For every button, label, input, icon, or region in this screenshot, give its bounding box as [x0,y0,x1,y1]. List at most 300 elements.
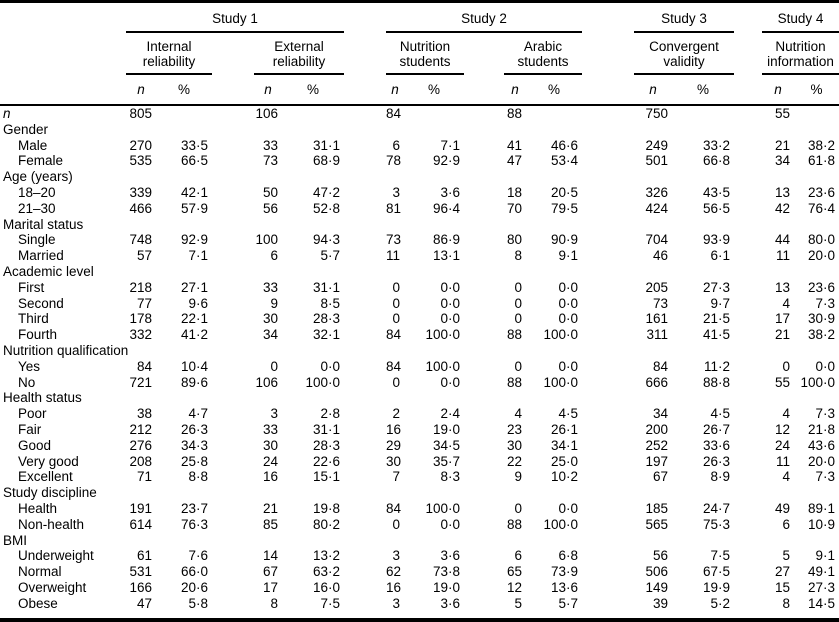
pct-cell [282,105,344,122]
spacer [582,548,634,564]
n-cell: 249 [645,137,668,153]
spacer [734,248,762,264]
spacer [464,153,504,169]
section-row [0,217,839,233]
n-cell: 0 [392,311,400,327]
n-cell: 12 [774,421,790,437]
n-cell: 27 [774,564,790,580]
pct-cell: 23·6 [807,279,835,295]
spacer [582,580,634,596]
spacer [464,105,504,122]
empty-cells [126,122,839,138]
pct-cell: 42·1 [180,184,208,200]
row-label: Third [18,311,49,327]
spacer [212,359,254,375]
spacer [464,596,504,612]
spacer [464,359,504,375]
spacer [582,74,634,105]
spacer [464,32,504,74]
n-cell: 326 [645,184,668,200]
spacer [734,153,762,169]
pct-cell: 0·0 [440,279,460,295]
n-cell: 88 [506,327,522,343]
pct-cell: 100·0 [543,516,578,532]
spacer [344,454,386,470]
spacer [344,580,386,596]
n-cell: 748 [129,232,152,248]
spacer [582,138,634,154]
n-cell: 531 [129,564,152,580]
spacer [582,359,634,375]
table-row [0,248,839,264]
n-cell: 6 [514,548,522,564]
spacer [464,548,504,564]
n-cell: 21 [262,500,278,516]
n-cell: 46 [652,248,668,264]
spacer [582,596,634,612]
table-row [0,406,839,422]
n-cell: 55 [774,374,790,390]
n-cell: 34 [262,327,278,343]
spacer [344,311,386,327]
n-cell: 24 [262,453,278,469]
empty-cells [126,343,839,359]
pct-cell: 4·5 [558,406,578,422]
n-cell: 0 [514,500,522,516]
pct-cell: 89·6 [180,374,208,390]
pct-cell: 35·7 [432,453,460,469]
pct-cell: 7·5 [320,595,340,611]
table-row [0,469,839,485]
pct-cell: 27·1 [180,279,208,295]
n-cell: 70 [506,200,522,216]
spacer [734,359,762,375]
section-label: Marital status [3,216,84,232]
n-cell: 17 [774,311,790,327]
spacer [734,327,762,343]
spacer [212,422,254,438]
n-cell: 4 [782,469,790,485]
table-row [0,501,839,517]
n-cell: 23 [506,421,522,437]
pct-cell: 7·3 [815,295,835,311]
spacer [582,564,634,580]
section-label: Health status [3,390,82,406]
spacer [212,105,254,122]
pct-cell: 11·2 [703,358,730,374]
spacer [582,153,634,169]
demographics-table [0,3,839,612]
n-cell: 4 [782,406,790,422]
n-cell: 6 [782,516,790,532]
n-cell: 61 [136,548,152,564]
pct-cell: 76·3 [180,516,208,532]
subgroup-convergent-validity: Convergent validity [634,32,734,74]
table-row [0,296,839,312]
n-cell: 21 [774,137,790,153]
n-cell: 565 [645,516,668,532]
study-1-header: Study 1 [126,3,344,32]
n-cell: 11 [775,248,790,264]
pct-cell: 27·3 [702,279,730,295]
spacer [464,248,504,264]
n-cell: 0 [782,358,790,374]
section-label: BMI [3,532,28,548]
pct-cell: 100·0 [425,327,460,343]
spacer [212,311,254,327]
pct-cell: 20·0 [807,248,835,264]
pct-cell: 31·1 [312,137,340,153]
pct-cell: 5·7 [558,595,578,611]
spacer [734,454,762,470]
pct-cell: 52·8 [312,200,340,216]
spacer [464,74,504,105]
n-cell: 205 [645,279,668,295]
corner-cell [0,32,126,74]
spacer [344,201,386,217]
row-label: Health [18,500,58,516]
n-cell: 666 [645,374,668,390]
pct-cell: 0·0 [440,311,460,327]
pct-cell: 30·9 [807,311,835,327]
pct-cell: 13·6 [550,579,578,595]
spacer [212,469,254,485]
spacer [464,469,504,485]
spacer [212,375,254,391]
pct-cell: 100·0 [425,500,460,516]
pct-cell: 9·7 [710,295,730,311]
n-cell: 7 [392,469,400,485]
pct-column-header: % [282,74,344,105]
n-cell: 16 [386,421,402,437]
spacer [464,375,504,391]
spacer [582,469,634,485]
n-cell: 77 [136,295,152,311]
spacer [582,296,634,312]
n-cell: 185 [645,500,668,516]
row-label: Normal [18,564,62,580]
row-label: First [18,279,45,295]
n-cell: 56 [652,548,668,564]
n-cell: 67 [262,564,278,580]
pct-cell: 3·6 [440,184,460,200]
n-column-header: n [762,74,794,105]
study-2-header: Study 2 [386,3,582,32]
spacer [464,296,504,312]
n-cell: 3 [392,548,400,564]
spacer [212,185,254,201]
spacer [734,138,762,154]
pct-cell: 7·3 [815,406,835,422]
section-row [0,169,839,185]
pct-cell: 73·9 [550,564,578,580]
pct-cell: 100·0 [800,374,835,390]
pct-cell: 19·0 [432,421,460,437]
spacer [344,185,386,201]
table-row [0,327,839,343]
spacer [212,564,254,580]
pct-cell: 8·9 [710,469,730,485]
n-cell: 9 [514,469,522,485]
pct-cell: 68·9 [312,153,340,169]
n-cell: 6 [270,248,278,264]
n-cell: 21 [774,327,790,343]
pct-cell: 9·1 [815,548,835,564]
row-label: Second [18,295,64,311]
n-cell: 0 [514,311,522,327]
n-cell: 38 [136,406,152,422]
n-cell: 100 [255,232,278,248]
pct-cell: 90·9 [550,232,578,248]
n-cell: 339 [129,184,152,200]
spacer [582,501,634,517]
spacer [344,232,386,248]
pct-cell: 28·3 [312,311,340,327]
pct-cell: 43·5 [702,184,730,200]
n-cell: 41 [506,137,522,153]
pct-cell: 49·1 [807,564,835,580]
n-cell: 332 [129,327,152,343]
table-body [0,105,839,612]
section-row [0,390,839,406]
n-cell: 535 [129,153,152,169]
n-cell: 3 [270,406,278,422]
row-label: No [18,374,36,390]
spacer [582,248,634,264]
spacer [344,3,386,32]
spacer [464,517,504,533]
n-cell: 270 [129,137,152,153]
section-row [0,343,839,359]
pct-cell: 3·6 [440,595,460,611]
n-cell: 212 [129,421,152,437]
n-cell: 39 [652,595,668,611]
pct-cell: 21·5 [702,311,730,327]
n-cell: 13 [774,184,790,200]
pct-cell: 4·5 [710,406,730,422]
pct-cell: 79·5 [550,200,578,216]
pct-cell: 66·5 [180,153,208,169]
n-cell: 49 [774,500,790,516]
pct-cell: 3·6 [440,548,460,564]
spacer [734,406,762,422]
n-cell: 30 [506,437,522,453]
pct-cell: 13·2 [312,548,340,564]
spacer [734,201,762,217]
spacer [344,438,386,454]
n-cell: 30 [262,437,278,453]
spacer [464,232,504,248]
empty-cells [126,217,839,233]
n-cell: 33 [262,421,278,437]
pct-cell: 34·1 [550,437,578,453]
spacer [344,280,386,296]
corner-cell [0,3,126,32]
n-cell: 16 [262,469,278,485]
n-cell: 14 [262,548,278,564]
pct-cell: 2·4 [440,406,460,422]
n-cell: 805 [129,106,152,121]
spacer [464,564,504,580]
spacer [734,438,762,454]
spacer [464,138,504,154]
pct-cell: 38·2 [807,137,835,153]
spacer [464,501,504,517]
n-cell: 106 [255,106,278,121]
n-cell: 11 [775,453,790,469]
spacer [734,32,762,74]
pct-cell: 33·2 [702,137,730,153]
spacer [212,406,254,422]
n-cell: 84 [386,106,402,121]
n-cell: 71 [136,469,152,485]
n-cell: 42 [774,200,790,216]
pct-cell [672,105,734,122]
pct-cell: 31·1 [312,279,340,295]
n-cell: 721 [129,374,152,390]
pct-cell: 92·9 [180,232,208,248]
pct-cell: 32·1 [312,327,340,343]
empty-cells [126,264,839,280]
spacer [734,232,762,248]
pct-cell: 14·5 [807,595,835,611]
pct-cell: 33·6 [702,437,730,453]
pct-cell: 61·8 [807,153,835,169]
spacer [212,232,254,248]
n-cell: 30 [386,453,402,469]
n-cell: 30 [262,311,278,327]
table-row [0,548,839,564]
pct-cell: 25·8 [180,453,208,469]
pct-cell: 9·6 [188,295,208,311]
corner-cell [0,74,126,105]
pct-cell: 33·5 [180,137,208,153]
table-row [0,517,839,533]
pct-cell: 13·1 [432,248,460,264]
pct-cell: 94·3 [312,232,340,248]
spacer [734,296,762,312]
n-cell: 0 [392,279,400,295]
pct-column-header: % [794,74,839,105]
empty-cells [126,485,839,501]
pct-cell: 76·4 [807,200,835,216]
pct-cell: 21·8 [807,421,835,437]
pct-cell: 9·1 [558,248,578,264]
n-cell: 424 [645,200,668,216]
pct-cell: 88·8 [702,374,730,390]
row-label: Good [18,437,52,453]
n-cell: 252 [645,437,668,453]
spacer [464,327,504,343]
n-cell: 47 [136,595,152,611]
n-cell: 47 [506,153,522,169]
n-cell: 0 [514,295,522,311]
pct-column-header: % [672,74,734,105]
subgroup-internal-reliability: Internal reliability [126,32,212,74]
n-cell: 17 [262,579,278,595]
pct-cell: 26·1 [550,421,578,437]
pct-cell: 56·5 [702,200,730,216]
pct-cell: 0·0 [558,295,578,311]
n-cell: 276 [129,437,152,453]
n-cell: 80 [506,232,522,248]
pct-cell: 27·3 [807,579,835,595]
n-cell: 5 [782,548,790,564]
pct-cell: 100·0 [305,374,340,390]
pct-cell: 15·1 [312,469,340,485]
spacer [734,580,762,596]
table-row [0,580,839,596]
section-row [0,122,839,138]
pct-cell: 41·5 [702,327,730,343]
n-cell: 16 [386,579,402,595]
pct-cell: 0·0 [440,516,460,532]
section-label: Study discipline [3,485,97,501]
pct-cell: 53·4 [550,153,578,169]
pct-cell: 4·7 [188,406,208,422]
row-label: Married [18,248,64,264]
pct-cell [794,105,839,122]
spacer [212,201,254,217]
pct-cell: 66·0 [180,564,208,580]
spacer [344,596,386,612]
n-cell: 73 [652,295,668,311]
pct-cell: 100·0 [543,327,578,343]
spacer [344,327,386,343]
n-cell: 178 [129,311,152,327]
table-row [0,564,839,580]
row-label: Fair [18,421,42,437]
spacer [464,422,504,438]
n-cell: 191 [129,500,152,516]
spacer [212,74,254,105]
n-cell: 4 [514,406,522,422]
n-cell: 9 [270,295,278,311]
n-cell: 8 [514,248,522,264]
spacer [344,469,386,485]
row-label: Female [18,153,64,169]
pct-cell: 26·3 [180,421,208,437]
section-label: Gender [3,121,49,137]
pct-cell: 43·6 [807,437,835,453]
table-row [0,422,839,438]
section-label: Age (years) [3,169,73,185]
pct-cell: 93·9 [702,232,730,248]
pct-cell: 24·7 [702,500,730,516]
n-cell: 57 [136,248,152,264]
pct-cell: 80·2 [312,516,340,532]
pct-cell: 26·3 [702,453,730,469]
n-cell: 34 [652,406,668,422]
table-row [0,359,839,375]
spacer [734,422,762,438]
row-label: Poor [18,406,47,422]
pct-cell: 7·5 [710,548,730,564]
n-cell: 81 [386,200,402,216]
n-cell: 200 [645,421,668,437]
n-cell: 311 [646,327,668,343]
pct-cell: 66·8 [702,153,730,169]
spacer [582,406,634,422]
table-row [0,185,839,201]
table-row [0,375,839,391]
n-column-header: n [254,74,282,105]
empty-cells [126,533,839,549]
n-cell: 62 [386,564,402,580]
spacer [734,311,762,327]
pct-cell: 16·0 [312,579,340,595]
n-cell: 12 [506,579,522,595]
